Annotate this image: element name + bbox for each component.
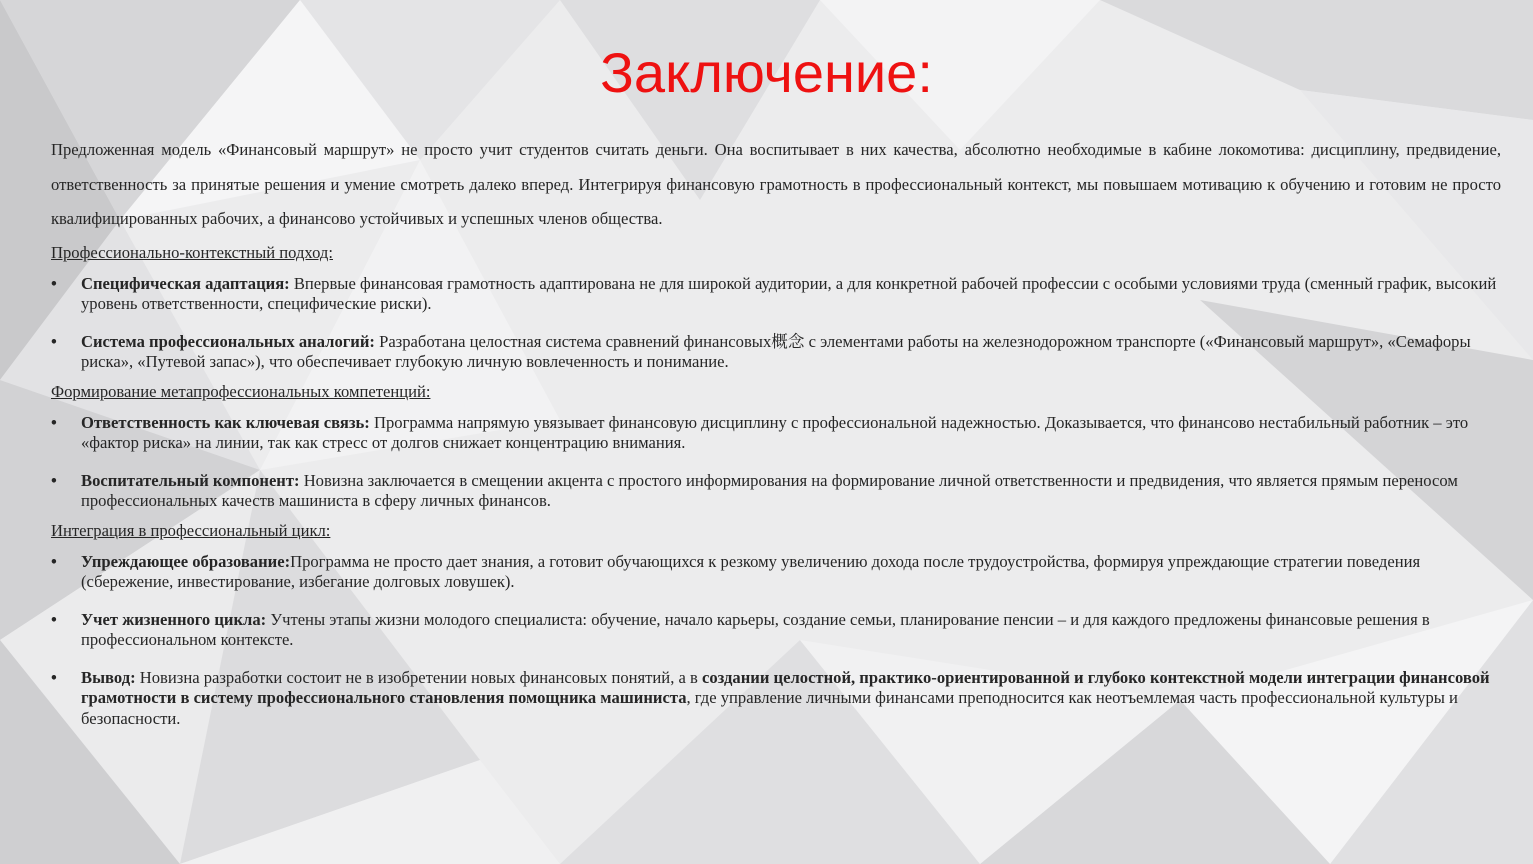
intro-paragraph: Предложенная модель «Финансовый маршрут» не просто учит студентов считать деньги. Она воспитывает в них качества, абсолютно необходимые в кабине локомотива: дисциплину, предвидение, ответственность за принятые решения и умение смотреть далеко вперед. Интегрируя финансовую грамотность в профессиональный контекст, мы повышаем мотивацию к обучению и готовим не просто квалифицированных рабочих, а финансово устойчивых и успешных членов общества. [51, 140, 1501, 228]
bullet-text: Программа напрямую увязывает финансовую дисциплину с профессиональной надежностью. Доказывается, что финансово нестабильный работник – это «фактор риска» на линии, так как стресс от долгов снижает концентрацию внимания. [81, 412, 1469, 452]
slide-content [51, 133, 1501, 737]
bullet-list-professional-cycle [51, 552, 1501, 730]
bullet-list-professional-context [51, 274, 1501, 373]
bullet-marker: • [51, 667, 57, 687]
bullet-term: Специфическая адаптация: [81, 273, 290, 293]
bullet-term: Воспитательный компонент: [81, 470, 300, 490]
slide-title: Заключение: [600, 41, 933, 104]
bullet-term: Система профессиональных аналогий: [81, 331, 375, 351]
bullet-term: Ответственность как ключевая связь: [81, 412, 370, 432]
bullet-marker: • [51, 551, 57, 571]
bullet-marker: • [51, 331, 57, 351]
list-item [51, 413, 1501, 454]
bullet-text: Программа не просто дает знания, а готовит обучающихся к резкому увеличению дохода после трудоустройства, формируя упреждающие стратегии поведения (сбережение, инвестирование, избегание долговых ловушек). [81, 551, 1421, 591]
bullet-text: Впервые финансовая грамотность адаптирована не для широкой аудитории, а для конкретной рабочей профессии с особыми условиями труда (сменный график, высокий уровень ответственности, специфические риски). [81, 273, 1497, 313]
section-heading-professional-context: Профессионально-контекстный подход: [51, 242, 333, 262]
section-heading-professional-cycle: Интеграция в профессиональный цикл: [51, 520, 331, 540]
bullet-term: Учет жизненного цикла: [81, 609, 267, 629]
list-item [51, 274, 1501, 315]
section-heading-meta-competencies: Формирование метапрофессиональных компетенций: [51, 381, 431, 401]
bullet-term: Вывод: [81, 667, 136, 687]
bullet-text: Новизна заключается в смещении акцента с простого информирования на формирование личной ответственности и предвидения, что является прямым переносом профессиональных качеств машиниста в сферу личных финансов. [81, 470, 1458, 510]
list-item [51, 668, 1501, 730]
bullet-marker: • [51, 412, 57, 432]
bullet-marker: • [51, 609, 57, 629]
bullet-marker: • [51, 273, 57, 293]
list-item [51, 610, 1501, 651]
bullet-text-tail: , где управление личными финансами преподносится как неотъемлемая часть профессиональной культуры и безопасности. [81, 688, 1458, 728]
bullet-text: Учтены этапы жизни молодого специалиста: обучение, начало карьеры, создание семьи, планирование пенсии – и для каждого предложены финансовые решения в профессиональном контексте. [81, 609, 1430, 649]
bullet-emphasis: создании целостной, практико-ориентированной и глубоко контекстной модели интеграции финансовой грамотности в систему профессионального становления помощника машиниста [81, 667, 1490, 707]
list-item [51, 332, 1501, 373]
bullet-text: Разработана целостная система сравнений финансовых概念 с элементами работы на железнодорожном транспорте («Финансовый маршрут», «Семафоры риска», «Путевой запас»), что обеспечивает глубокую личную вовлеченность и понимание. [81, 331, 1471, 371]
bullet-marker: • [51, 470, 57, 490]
bullet-term: Упреждающее образование: [81, 551, 291, 571]
list-item [51, 552, 1501, 593]
list-item [51, 471, 1501, 512]
bullet-text: Новизна разработки состоит не в изобретении новых финансовых понятий, а в [135, 667, 702, 687]
bullet-list-meta-competencies [51, 413, 1501, 512]
